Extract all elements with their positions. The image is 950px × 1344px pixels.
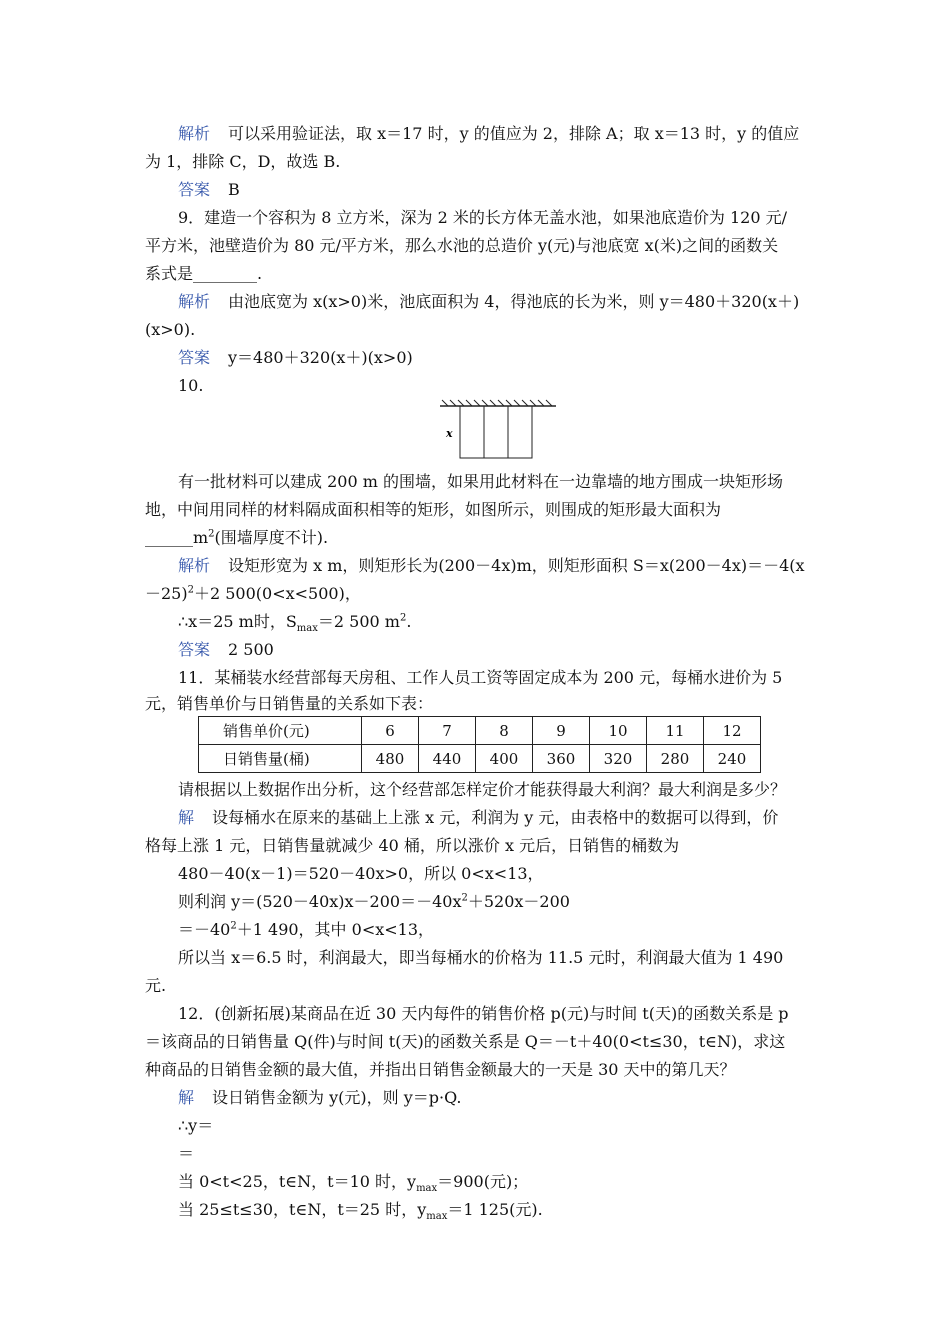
p11-solution-line5: $=-40^2+1$ 490，其中 0<x<13，: [178, 920, 435, 939]
p10-analysis-line3: ∴x＝25 m时，$S_{max}=2$ 500 $m^2$.: [178, 612, 412, 635]
p11-question-line3: 请根据以上数据作出分析，这个经营部怎样定价才能获得最大利润？最大利润是多少？: [178, 780, 787, 799]
answer-label: 答案: [178, 180, 211, 199]
p11-question-line1: 11．某桶装水经营部每天房租、工作人员工资等固定成本为 200 元，每桶水进价为 5: [178, 668, 783, 687]
table-row: [199, 717, 761, 745]
answer-label: 答案: [178, 348, 211, 367]
p10-analysis-line1: 解析 设矩形宽为 x m，则矩形长为(200－4x)m，则矩形面积 S＝x(200－4x)＝－4(x: [178, 556, 805, 575]
p8-analysis-line1: 解析 可以采用验证法，取 x＝17 时，y 的值应为 2，排除 A；取 x＝13 时，y 的值应: [178, 124, 800, 143]
p9-analysis-line2: (x>0).: [145, 320, 196, 339]
p11-solution-line2: 格每上涨 1 元，日销售量就减少 40 桶，所以涨价 x 元后，日销售的桶数为: [145, 836, 680, 855]
table-cell: 440: [419, 745, 476, 773]
p10-question-line2: 地，中间用同样的材料隔成面积相等的矩形，如图所示，则围成的矩形最大面积为: [145, 500, 722, 519]
wall-hatching: [442, 400, 552, 406]
p11-question-line2: 元，销售单价与日销售量的关系如下表：: [145, 694, 434, 713]
p8-analysis-line2: 为 1，排除 C，D，故选 B.: [145, 152, 341, 171]
p12-solution-line4: 当 0<t<25，t∈N，t＝10 时，$y_{max}=900$(元)；: [178, 1172, 529, 1195]
p12-question-line2: ＝该商品的日销售量 Q(件)与时间 t(天)的函数关系是 Q＝－t＋40(0<t≤30，t∈N)，求这: [145, 1032, 786, 1051]
table-cell: 320: [590, 745, 647, 773]
table-cell: 280: [647, 745, 704, 773]
p11-solution-line4: 则利润 $y=(520-40x)x-200=-40x^2+520x-200$: [178, 892, 570, 911]
p12-question-line3: 种商品的日销售金额的最大值，并指出日销售金额最大的一天是 30 天中的第几天？: [145, 1060, 736, 1079]
table-cell: 10: [590, 717, 647, 745]
table-cell: 8: [476, 717, 533, 745]
p11-solution-line3: 480－40(x－1)＝520－40x>0，所以 0<x<13，: [178, 864, 544, 883]
p9-answer: 答案 y＝480＋320(x＋)(x>0): [178, 348, 413, 367]
p8-answer: 答案 B: [178, 180, 240, 199]
fence-rectangles: [460, 406, 532, 458]
table-row: [199, 745, 761, 773]
table-cell: 12: [704, 717, 761, 745]
analysis-label: 解析: [178, 556, 211, 575]
p9-analysis-line1: 解析 由池底宽为 x(x>0)米，池底面积为 4，得池底的长为米，则 y＝480＋320(x＋): [178, 292, 800, 311]
p12-solution-line2: ∴y＝: [178, 1116, 214, 1135]
solution-label: 解: [178, 1088, 195, 1107]
fig-x-label: x: [446, 427, 453, 440]
solution-label: 解: [178, 808, 195, 827]
table-row-header: 日销售量(桶): [199, 745, 362, 773]
table-row-header: 销售单价(元): [199, 717, 362, 745]
analysis-label: 解析: [178, 292, 211, 311]
table-cell: 7: [419, 717, 476, 745]
p12-solution-line5: 当 25≤t≤30，t∈N，t＝25 时，$y_{max}=1$ 125(元).: [178, 1200, 543, 1223]
table-cell: 9: [533, 717, 590, 745]
p12-solution-line3: ＝: [178, 1144, 195, 1163]
p11-solution-line7: 元.: [145, 976, 167, 995]
p10-question-line1: 有一批材料可以建成 200 m 的围墙，如果用此材料在一边靠墙的地方围成一块矩形场: [178, 472, 783, 491]
table-cell: 11: [647, 717, 704, 745]
p9-question-line2: 平方米，池壁造价为 80 元/平方米，那么水池的总造价 y(元)与池底宽 x(米)之间的函数关: [145, 236, 779, 255]
sales-table: [198, 716, 761, 773]
wall-fence-diagram: [438, 398, 558, 466]
analysis-label: 解析: [178, 124, 211, 143]
table-cell: 6: [362, 717, 419, 745]
p10-question-line3: $\_\_\_\_\_\_m^2$(围墙厚度不计).: [145, 528, 329, 547]
p9-question-line1: 9．建造一个容积为 8 立方米，深为 2 米的长方体无盖水池，如果池底造价为 120 元/: [178, 208, 787, 227]
table-cell: 480: [362, 745, 419, 773]
p12-solution-line1: 解 设日销售金额为 y(元)，则 y＝p·Q.: [178, 1088, 462, 1107]
table-cell: 400: [476, 745, 533, 773]
p10-answer: 答案 2 500: [178, 640, 274, 659]
answer-label: 答案: [178, 640, 211, 659]
table-cell: 240: [704, 745, 761, 773]
p9-question-line3: 系式是________.: [145, 264, 263, 283]
p10-analysis-line2: －25)$^2$＋2 500(0<x<500)，: [145, 584, 361, 603]
p12-question-line1: 12．(创新拓展)某商品在近 30 天内每件的销售价格 p(元)与时间 t(天)的函数关系是 p: [178, 1004, 789, 1023]
p11-solution-line6: 所以当 x＝6.5 时，利润最大，即当每桶水的价格为 11.5 元时，利润最大值为 1 490: [178, 948, 784, 967]
p10-number: 10.: [178, 376, 204, 395]
table-cell: 360: [533, 745, 590, 773]
p11-solution-line1: 解 设每桶水在原来的基础上上涨 x 元，利润为 y 元，由表格中的数据可以得到，价: [178, 808, 779, 827]
